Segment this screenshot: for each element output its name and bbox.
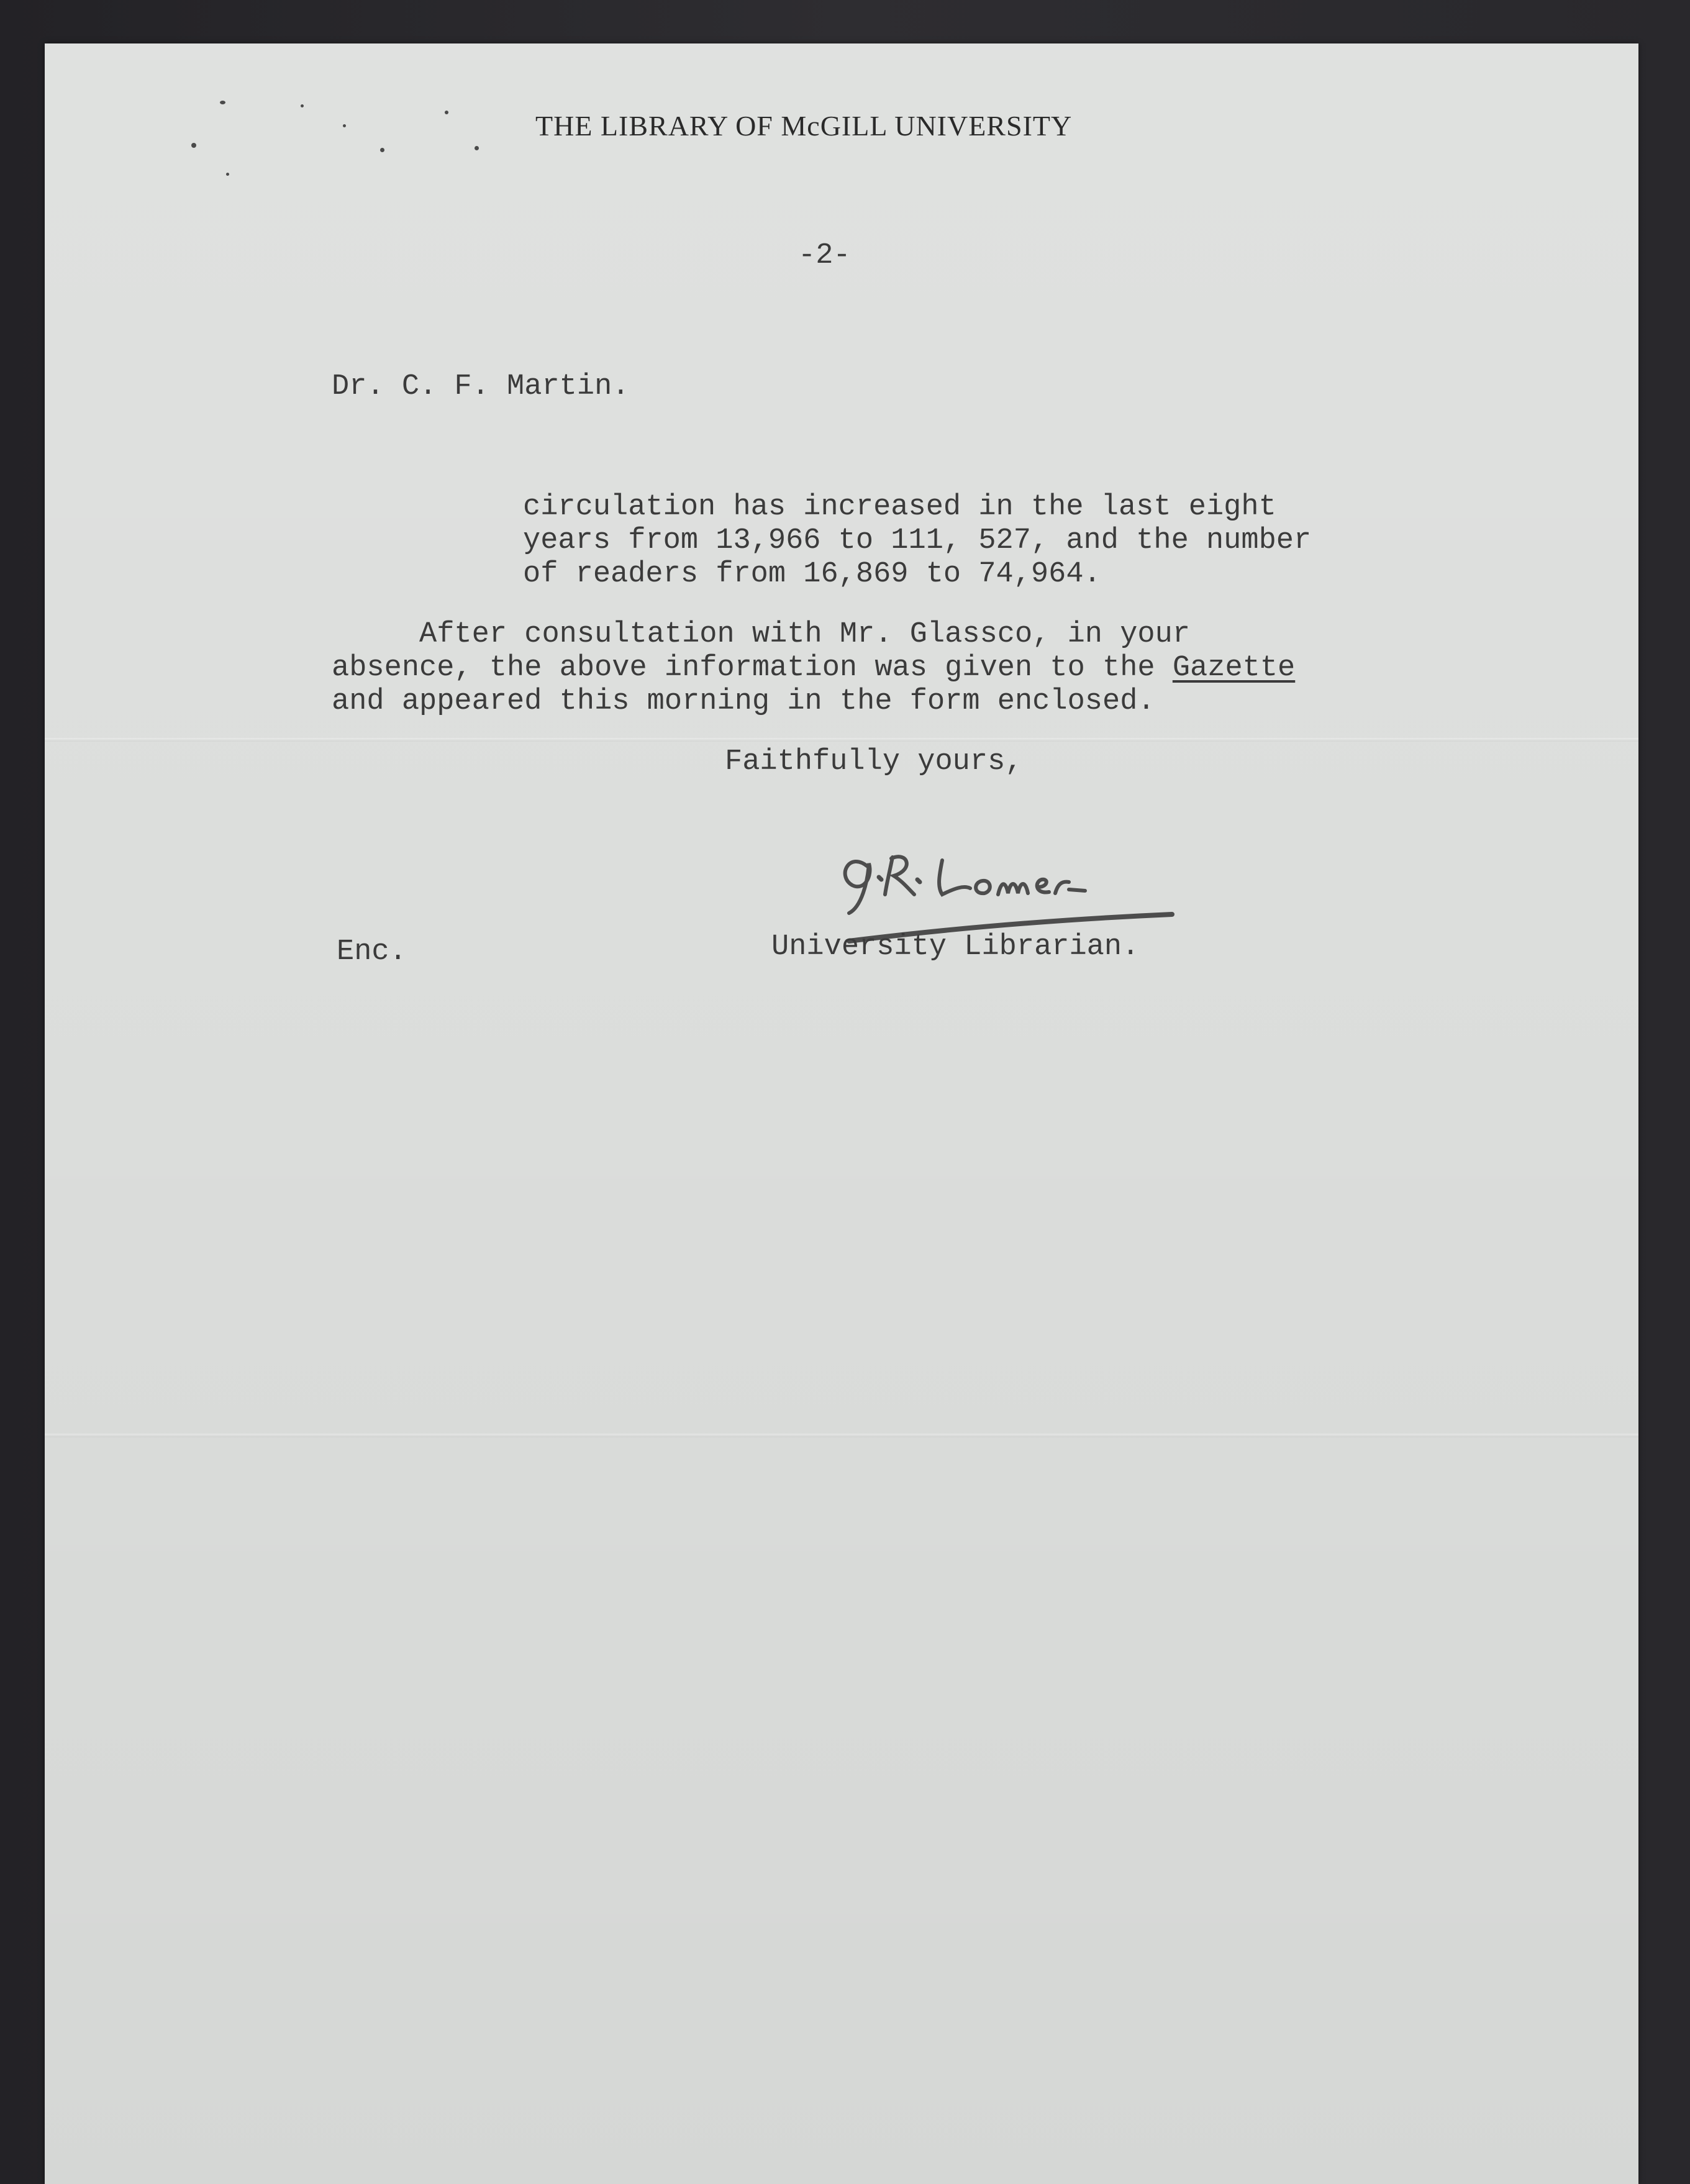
paper-speck	[445, 111, 448, 114]
text-line: and appeared this morning in the form enclosed.	[332, 685, 1155, 718]
page-number: -2-	[798, 239, 851, 272]
text-line: circulation has increased in the last eight	[523, 491, 1276, 524]
text-fragment: absence, the above information was given to the	[332, 652, 1173, 685]
enclosure-note: Enc.	[337, 935, 407, 968]
signatory-title: University Librarian.	[771, 930, 1140, 963]
text-line	[332, 652, 1295, 685]
recipient-line: Dr. C. F. Martin.	[332, 370, 630, 403]
paper-fold	[45, 738, 1638, 742]
paper-fold	[45, 1434, 1638, 1437]
body-paragraph-2	[332, 618, 1295, 719]
text-line: years from 13,966 to 111, 527, and the number	[523, 524, 1312, 557]
paper-speck	[220, 101, 225, 104]
paper-speck	[475, 146, 479, 150]
paper-speck	[301, 104, 304, 107]
paper-speck	[343, 124, 346, 127]
paper-speck	[380, 148, 384, 152]
closing: Faithfully yours,	[725, 745, 1023, 778]
letter-page	[45, 43, 1638, 2184]
paper-speck	[191, 143, 196, 148]
text-line: After consultation with Mr. Glassco, in your	[332, 618, 1191, 651]
text-line: of readers from 16,869 to 74,964.	[523, 558, 1101, 591]
letterhead: THE LIBRARY OF McGILL UNIVERSITY	[535, 110, 1073, 142]
gazette-title: Gazette	[1172, 652, 1296, 685]
body-paragraph-1	[523, 491, 1311, 591]
paper-speck	[226, 173, 229, 176]
